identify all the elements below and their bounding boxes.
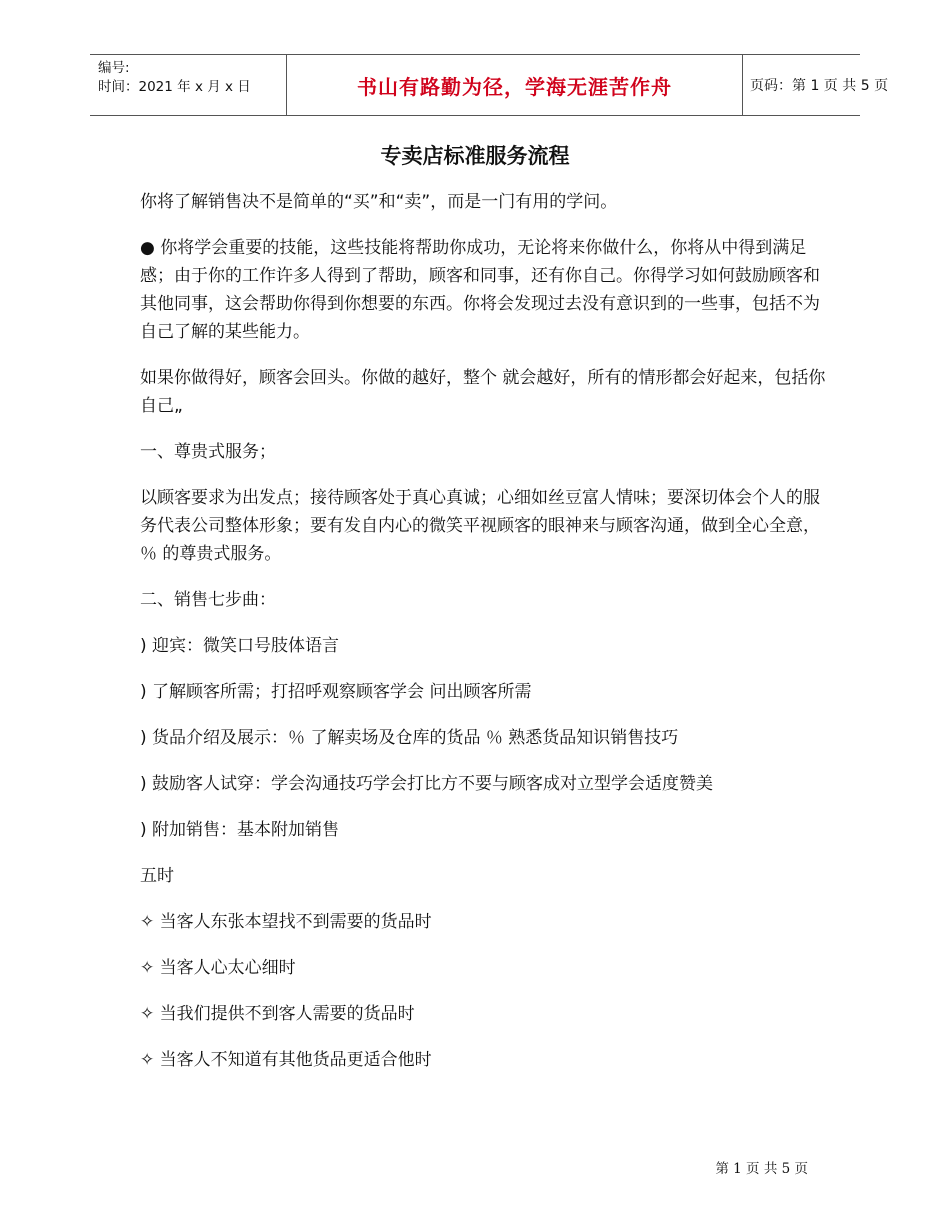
section-heading-2: 二、销售七步曲： — [140, 590, 276, 610]
list-item: ✧ 当客人不知道有其他货品更适合他时 — [140, 1050, 432, 1070]
doc-number-label: 编号: — [98, 60, 130, 76]
header-meta — [98, 59, 288, 97]
section-heading-1: 一、尊贵式服务； — [140, 442, 276, 462]
step-item: ) 了解顾客所需；打招呼观察顾客学会 问出顾客所需 — [140, 682, 532, 702]
document-title: 专卖店标准服务流程 — [380, 144, 570, 168]
step-item: ) 鼓励客人试穿：学会沟通技巧学会打比方不要与顾客成对立型学会适度赞美 — [140, 774, 714, 794]
result-paragraph: 如果你做得好，顾客会回头。你做的越好，整个 就会越好，所有的情形都会好起来，包括你自己„ — [140, 368, 826, 416]
document-body — [140, 188, 830, 1092]
service-paragraph: 以顾客要求为出发点；接待顾客处于真心真诚；心细如丝豆富人情味；要深切体会个人的服务代表公司整体形象；要有发自内心的微笑平视顾客的眼神来与顾客沟通，做到全心全意， ％ 的尊贵式服务。 — [140, 488, 820, 564]
skills-paragraph: ● 你将学会重要的技能，这些技能将帮助你成功，无论将来你做什么，你将从中得到满足感；由于你的工作许多人得到了帮助，顾客和同事，还有你自己。你得学习如何鼓励顾客和其他同事，这会帮助你得到你想要的东西。你将会发现过去没有意识到的一些事，包括不为自己了解的某些能力。 — [140, 238, 820, 342]
page-footer: 第 1 页 共 5 页 — [715, 1161, 808, 1177]
subheading-five-times: 五时 — [140, 866, 174, 886]
page-header — [90, 54, 889, 116]
header-motto: 书山有路勤为径，学海无涯苦作舟 — [286, 55, 743, 115]
step-item: ) 货品介绍及展示：％ 了解卖场及仓库的货品 ％ 熟悉货品知识销售技巧 — [140, 728, 679, 748]
list-item: ✧ 当客人心太心细时 — [140, 958, 296, 978]
intro-paragraph: 你将了解销售决不是简单的“买”和“卖”，而是一门有用的学问。 — [140, 192, 618, 212]
header-page-info: 页码：第 1 页 共 5 页 — [750, 78, 889, 94]
step-item: ) 迎宾：微笑口号肢体语言 — [140, 636, 340, 656]
list-item: ✧ 当我们提供不到客人需要的货品时 — [140, 1004, 415, 1024]
list-item: ✧ 当客人东张本望找不到需要的货品时 — [140, 912, 432, 932]
doc-time-label: 时间：2021 年 x 月 x 日 — [98, 79, 251, 95]
step-item: ) 附加销售：基本附加销售 — [140, 820, 340, 840]
